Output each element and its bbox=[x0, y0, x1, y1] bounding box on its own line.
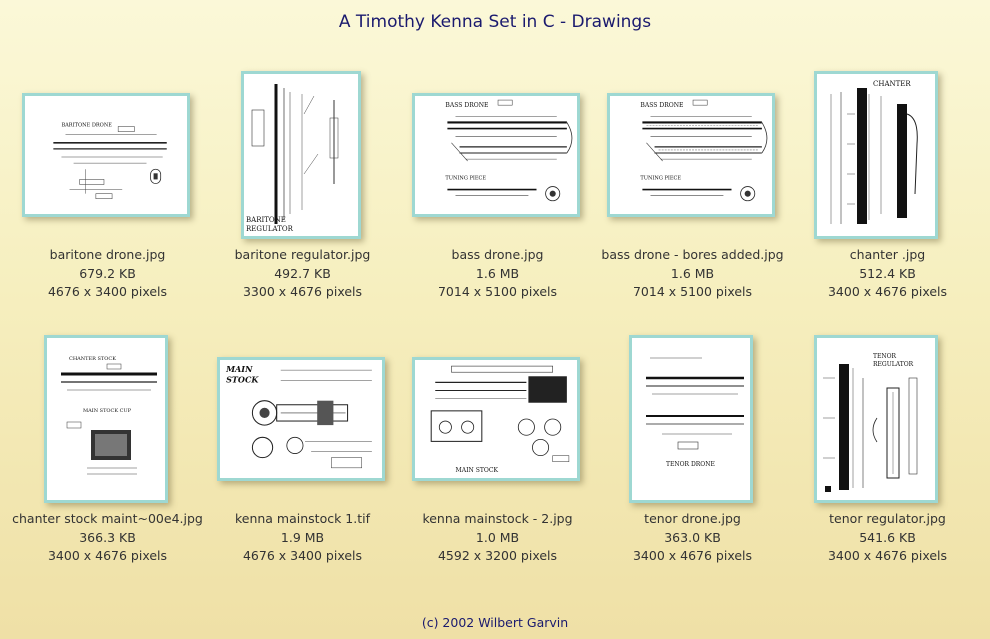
dimensions-label: 3400 x 4676 pixels bbox=[827, 284, 948, 299]
dimensions-label: 7014 x 5100 pixels bbox=[632, 284, 753, 299]
copyright-footer: (c) 2002 Wilbert Garvin bbox=[421, 615, 569, 630]
file-size-label: 541.6 KB bbox=[859, 530, 916, 545]
filename-label: tenor regulator.jpg bbox=[829, 511, 946, 526]
file-size-label: 1.9 MB bbox=[280, 530, 325, 545]
thumbnail-baritone-drone[interactable] bbox=[22, 93, 190, 217]
drawing-label: REGULATOR bbox=[873, 361, 914, 368]
dimensions-label: 3300 x 4676 pixels bbox=[242, 284, 363, 299]
thumbnail-chanter[interactable] bbox=[814, 71, 938, 239]
drawing-label: TENOR DRONE bbox=[666, 461, 715, 468]
drawing-label: REGULATOR bbox=[246, 225, 293, 233]
drawing-label: BARITONE bbox=[246, 216, 286, 224]
file-size-label: 512.4 KB bbox=[859, 266, 916, 281]
file-size-label: 679.2 KB bbox=[79, 266, 136, 281]
filename-label: baritone regulator.jpg bbox=[234, 247, 371, 262]
page-title: A Timothy Kenna Set in C - Drawings bbox=[338, 12, 652, 32]
thumbnail-tenor-regulator[interactable] bbox=[814, 335, 938, 503]
filename-label: tenor drone.jpg bbox=[644, 511, 741, 526]
filename-label: bass drone.jpg bbox=[451, 247, 544, 262]
file-size-label: 1.0 MB bbox=[475, 530, 520, 545]
dimensions-label: 3400 x 4676 pixels bbox=[632, 548, 753, 563]
drawing-label: TUNING PIECE bbox=[640, 175, 682, 182]
file-size-label: 363.0 KB bbox=[664, 530, 721, 545]
drawing-label: TUNING PIECE bbox=[445, 175, 487, 182]
filename-label: chanter .jpg bbox=[849, 247, 926, 262]
drawing-label: TENOR bbox=[873, 353, 897, 360]
drawing-label: BASS DRONE bbox=[445, 102, 489, 110]
file-size-label: 492.7 KB bbox=[274, 266, 331, 281]
file-size-label: 366.3 KB bbox=[79, 530, 136, 545]
file-size-label: 1.6 MB bbox=[475, 266, 520, 281]
filename-label: baritone drone.jpg bbox=[49, 247, 166, 262]
drawing-label: CHANTER STOCK bbox=[69, 356, 116, 362]
thumbnail-bass-drone[interactable] bbox=[412, 93, 580, 217]
filename-label: chanter stock maint~00e4.jpg bbox=[12, 511, 203, 526]
filename-label: kenna mainstock 1.tif bbox=[234, 511, 371, 526]
dimensions-label: 4592 x 3200 pixels bbox=[437, 548, 558, 563]
thumbnail-baritone-regulator[interactable] bbox=[241, 71, 361, 239]
drawing-label: BARITONE DRONE bbox=[61, 122, 112, 129]
thumbnail-chanter-stock[interactable] bbox=[44, 335, 168, 503]
drawing-label: CHANTER bbox=[873, 80, 911, 88]
thumbnail-bass-drone-bores-added[interactable] bbox=[607, 93, 775, 217]
drawing-label: BASS DRONE bbox=[640, 102, 684, 110]
drawing-label: MAIN bbox=[226, 364, 253, 375]
thumbnail-grid bbox=[0, 70, 990, 590]
dimensions-label: 4676 x 3400 pixels bbox=[47, 284, 168, 299]
drawing-label: MAIN STOCK CUP bbox=[83, 408, 132, 414]
thumbnail-tenor-drone[interactable] bbox=[629, 335, 753, 503]
dimensions-label: 3400 x 4676 pixels bbox=[47, 548, 168, 563]
drawing-label: STOCK bbox=[226, 374, 259, 385]
file-size-label: 1.6 MB bbox=[670, 266, 715, 281]
dimensions-label: 3400 x 4676 pixels bbox=[827, 548, 948, 563]
dimensions-label: 4676 x 3400 pixels bbox=[242, 548, 363, 563]
dimensions-label: 7014 x 5100 pixels bbox=[437, 284, 558, 299]
thumbnail-kenna-mainstock-2[interactable] bbox=[412, 357, 580, 481]
filename-label: kenna mainstock - 2.jpg bbox=[422, 511, 573, 526]
filename-label: bass drone - bores added.jpg bbox=[601, 247, 784, 262]
drawing-label: MAIN STOCK bbox=[455, 466, 499, 474]
thumbnail-kenna-mainstock-1[interactable] bbox=[217, 357, 385, 481]
